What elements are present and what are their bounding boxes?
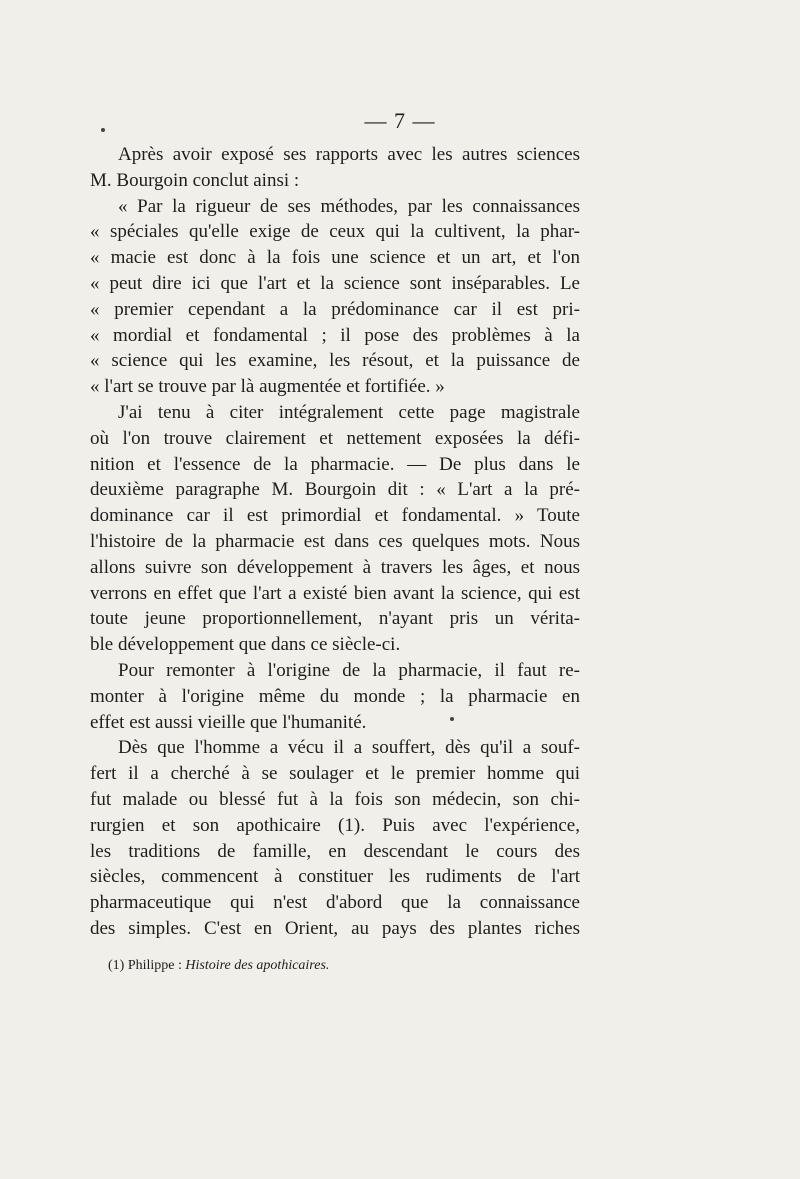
text-line: allons suivre son développement à travers les âges, et nous [90, 556, 580, 578]
text-line: deuxième paragraphe M. Bourgoin dit : « L'art a la pré- [90, 479, 580, 501]
text-line: « macie est donc à la fois une science et un art, et l'on [90, 247, 580, 269]
page-number: — 7 — [364, 108, 436, 133]
text-line: effet est aussi vieille que l'humanité. [90, 711, 367, 733]
text-line: « science qui les examine, les résout, et la puissance de [90, 350, 580, 372]
text-line: siècles, commencent à constituer les rudiments de l'art [90, 866, 580, 888]
text-line: où l'on trouve clairement et nettement exposées la défi- [90, 427, 580, 449]
text-line: fut malade ou blessé fut à la fois son médecin, son chi- [90, 788, 580, 810]
text-line: pharmaceutique qui n'est d'abord que la connaissance [90, 892, 580, 914]
text-line: toute jeune proportionnellement, n'ayant pris un vérita- [90, 608, 580, 630]
text-line: l'histoire de la pharmacie est dans ces quelques mots. Nous [90, 530, 580, 552]
text-line: des simples. C'est en Orient, au pays des plantes riches [90, 917, 580, 939]
text-line: verrons en effet que l'art a existé bien avant la science, qui est [90, 582, 580, 604]
text-line: dominance car il est primordial et fondamental. » Toute [90, 505, 580, 527]
text-line: M. Bourgoin conclut ainsi : [90, 169, 300, 191]
print-speck [101, 128, 105, 132]
text-line: « premier cependant a la prédominance car il est pri- [90, 298, 580, 320]
print-speck [450, 717, 454, 721]
text-line: J'ai tenu à citer intégralement cette page magistrale [118, 401, 580, 423]
footnote-title: Histoire des apothicaires. [185, 958, 330, 973]
text-line: Dès que l'homme a vécu il a souffert, dès qu'il a souf- [118, 737, 580, 759]
text-line: Après avoir exposé ses rapports avec les autres sciences [118, 144, 580, 165]
text-line: « peut dire ici que l'art et la science sont inséparables. Le [90, 272, 580, 294]
text-line: nition et l'essence de la pharmacie. — De plus dans le [90, 453, 580, 475]
footnote [108, 958, 329, 974]
text-line: « spéciales qu'elle exige de ceux qui la cultivent, la phar- [90, 221, 580, 243]
text-line: fert il a cherché à se soulager et le premier homme qui [90, 763, 580, 785]
text-line: monter à l'origine même du monde ; la pharmacie en [90, 685, 580, 707]
text-line: ble développement que dans ce siècle-ci. [90, 634, 401, 656]
text-line: « mordial et fondamental ; il pose des problèmes à la [90, 324, 580, 346]
text-line: Pour remonter à l'origine de la pharmacie, il faut re- [118, 659, 580, 681]
body-text [90, 142, 580, 942]
text-line: « Par la rigueur de ses méthodes, par les connaissances [118, 195, 580, 217]
text-line: les traditions de famille, en descendant le cours des [90, 840, 580, 862]
text-line: rurgien et son apothicaire (1). Puis avec l'expérience, [90, 814, 580, 836]
text-line: « l'art se trouve par là augmentée et fortifiée. » [90, 376, 445, 398]
footnote-marker: (1) Philippe : [108, 958, 182, 973]
